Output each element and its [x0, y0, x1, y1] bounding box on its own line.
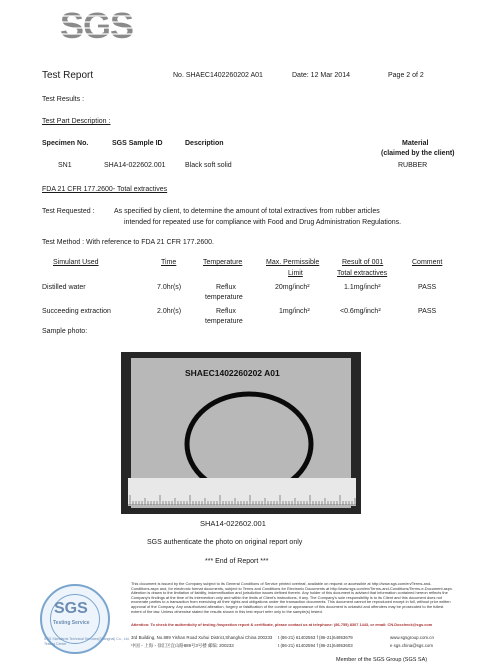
- col-temperature: Temperature: [203, 259, 243, 266]
- test-requested-text-2: intended for repeated use for compliance with Food and Drug Administration Regulations.: [124, 219, 402, 226]
- end-of-report: *** End of Report ***: [205, 558, 269, 565]
- photo-report-number: SHAEC1402260202 A01: [185, 368, 280, 378]
- sample-photo-label: Sample photo:: [42, 328, 88, 335]
- regulation-title: FDA 21 CFR 177.2600- Total extractives: [42, 186, 168, 193]
- col-comment: Comment: [412, 259, 443, 266]
- footer-address-cn: 中国・上海・徐汇区宜山路889号3号楼 邮编: 200233: [131, 643, 234, 648]
- row1-result: 1.1mg/inch²: [344, 284, 381, 291]
- footer-address-en: 3rd Building, No.889 Yishan Road Xuhui District,Shanghai China 200233: [131, 635, 273, 640]
- sgs-logo: [60, 5, 134, 46]
- page-indicator: Page 2 of 2: [388, 72, 424, 79]
- row-sample-id: SHA14-022602.001: [104, 162, 166, 169]
- col-specimen-no: Specimen No.: [42, 140, 89, 147]
- row1-temp-line1: Reflux: [216, 284, 236, 291]
- row-material: RUBBER: [398, 162, 428, 169]
- ruler-ticks: [128, 478, 356, 506]
- footer-tel-2: t (86-21) 61402594 f (86-21)64953603: [278, 643, 353, 648]
- row1-limit: 20mg/inch²: [275, 284, 310, 291]
- authenticate-note: SGS authenticate the photo on original report only: [147, 539, 303, 546]
- test-results-label: Test Results :: [42, 96, 85, 103]
- col-simulant-used: Simulant Used: [53, 259, 99, 266]
- row2-temp-line2: temperature: [205, 318, 243, 325]
- seal-caption: SGS Standards Technical Services(Shanghai) Co., Ltd.: [44, 637, 130, 641]
- col-limit: Limit: [288, 270, 303, 277]
- test-requested-text-1: As specified by client, to determine the amount of total extractives from rubber articles: [114, 208, 380, 215]
- sgs-logo-stripes: [60, 5, 138, 46]
- row2-comment: PASS: [418, 308, 437, 315]
- footer-web: www.sgsgroup.com.cn: [390, 635, 434, 640]
- report-number: No. SHAEC1402260202 A01: [173, 72, 263, 79]
- row2-result: <0.6mg/inch²: [340, 308, 381, 315]
- footer-attention: Attention: To check the authenticity of testing /inspection report & certificate, please contact us at telephone: (86-755) 8307 1443, or email: CN.Doccheck@sgs.com: [131, 622, 433, 627]
- test-requested-label: Test Requested :: [42, 208, 95, 215]
- row1-comment: PASS: [418, 284, 437, 291]
- row1-time: 7.0hr(s): [157, 284, 182, 291]
- col-max-permissible: Max. Permissible: [266, 259, 320, 266]
- row1-temp-line2: temperature: [205, 294, 243, 301]
- footer-tel-1: t (86-21) 61402553 f (86-21)64953679: [278, 635, 353, 640]
- row2-simulant: Succeeding extraction: [42, 308, 111, 315]
- col-sgs-sample-id: SGS Sample ID: [112, 140, 163, 147]
- col-time: Time: [161, 259, 177, 266]
- footer-member: Member of the SGS Group (SGS SA): [336, 657, 428, 663]
- seal-caption-2: Testing Center: [44, 642, 67, 646]
- test-part-description-label: Test Part Description :: [42, 118, 111, 125]
- row-description: Black soft solid: [185, 162, 232, 169]
- report-date: Date: 12 Mar 2014: [292, 72, 350, 79]
- footer-disclaimer: This document is issued by the Company subject to its General Conditions of Service printed overleaf, available on request or accessible at http://www.sgs.com/en/Terms-and-Conditions.aspx and, for electronic format documents, subject to Terms and Conditions for Electronic Documents at http://www.sgs.com/en/Terms-and-Conditions/Terms-e-Document.aspx. Attention is drawn to the limitation of liability, indemnification and jurisdiction issues defined therein. Any holder of this document is advised that information contained hereon reflects the Company's findings at the time of its intervention only and within the limits of Client's instructions, if any. The Company's sole responsibility is to its Client and this document does not exonerate parties to a transaction from exercising all their rights and obligations under the transaction documents. This document cannot be reproduced except in full, without prior written approval of the Company. Any unauthorized alteration, forgery or falsification of the content or appearance of this document is unlawful and offenders may be prosecuted to the fullest extent of the law. Unless otherwise stated the results shown in this test report refer only to the sample(s) tested.: [131, 581, 453, 614]
- col-total-extractives: Total extractives: [337, 270, 388, 277]
- seal-testing-service: Testing Service: [53, 620, 90, 626]
- footer-email: e sgs.china@sgs.com: [390, 643, 434, 648]
- test-method: Test Method : With reference to FDA 21 CFR 177.2600.: [42, 239, 214, 246]
- report-title: Test Report: [42, 70, 94, 81]
- col-description: Description: [185, 140, 224, 147]
- photo-caption: SHA14-022602.001: [200, 519, 266, 528]
- col-material-note: (claimed by the client): [381, 150, 455, 157]
- row1-simulant: Distilled water: [42, 284, 86, 291]
- row-specimen-no: SN1: [58, 162, 72, 169]
- row2-limit: 1mg/inch²: [279, 308, 310, 315]
- sgs-logo-text: SGS: [60, 5, 134, 46]
- row2-time: 2.0hr(s): [157, 308, 182, 315]
- ruler: [128, 478, 356, 506]
- col-result-001: Result of 001: [342, 259, 384, 266]
- col-material: Material: [402, 140, 429, 147]
- seal-sgs-text: SGS: [54, 600, 88, 617]
- row2-temp-line1: Reflux: [216, 308, 236, 315]
